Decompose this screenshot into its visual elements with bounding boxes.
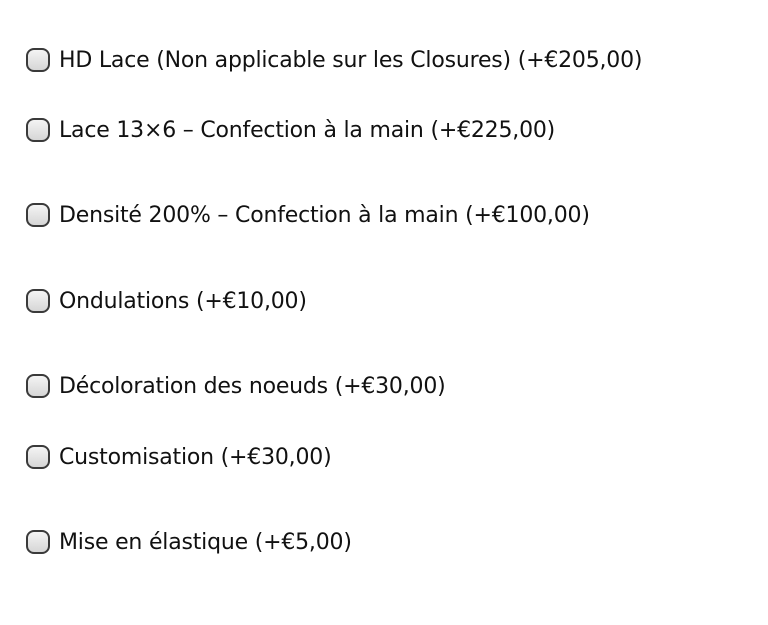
checkbox[interactable] — [26, 203, 50, 227]
option-label: Mise en élastique (+€5,00) — [59, 529, 352, 555]
checkbox[interactable] — [26, 445, 50, 469]
checkbox[interactable] — [26, 118, 50, 142]
option-hd-lace[interactable] — [26, 43, 642, 77]
checkbox[interactable] — [26, 530, 50, 554]
checkbox[interactable] — [26, 48, 50, 72]
option-customisation[interactable] — [26, 440, 331, 474]
option-label: Lace 13×6 – Confection à la main (+€225,00) — [59, 117, 556, 143]
option-lace-13x6[interactable] — [26, 113, 555, 147]
option-densite-200[interactable] — [26, 198, 590, 232]
option-mise-en-elastique[interactable] — [26, 525, 352, 559]
option-label: Customisation (+€30,00) — [59, 444, 332, 470]
option-label: HD Lace (Non applicable sur les Closures) (+€205,00) — [59, 47, 643, 73]
option-label: Ondulations (+€10,00) — [59, 288, 307, 314]
option-ondulations[interactable] — [26, 284, 307, 318]
option-label: Décoloration des noeuds (+€30,00) — [59, 373, 446, 399]
option-decoloration-noeuds[interactable] — [26, 369, 446, 403]
checkbox[interactable] — [26, 374, 50, 398]
option-label: Densité 200% – Confection à la main (+€100,00) — [59, 202, 590, 228]
checkbox[interactable] — [26, 289, 50, 313]
